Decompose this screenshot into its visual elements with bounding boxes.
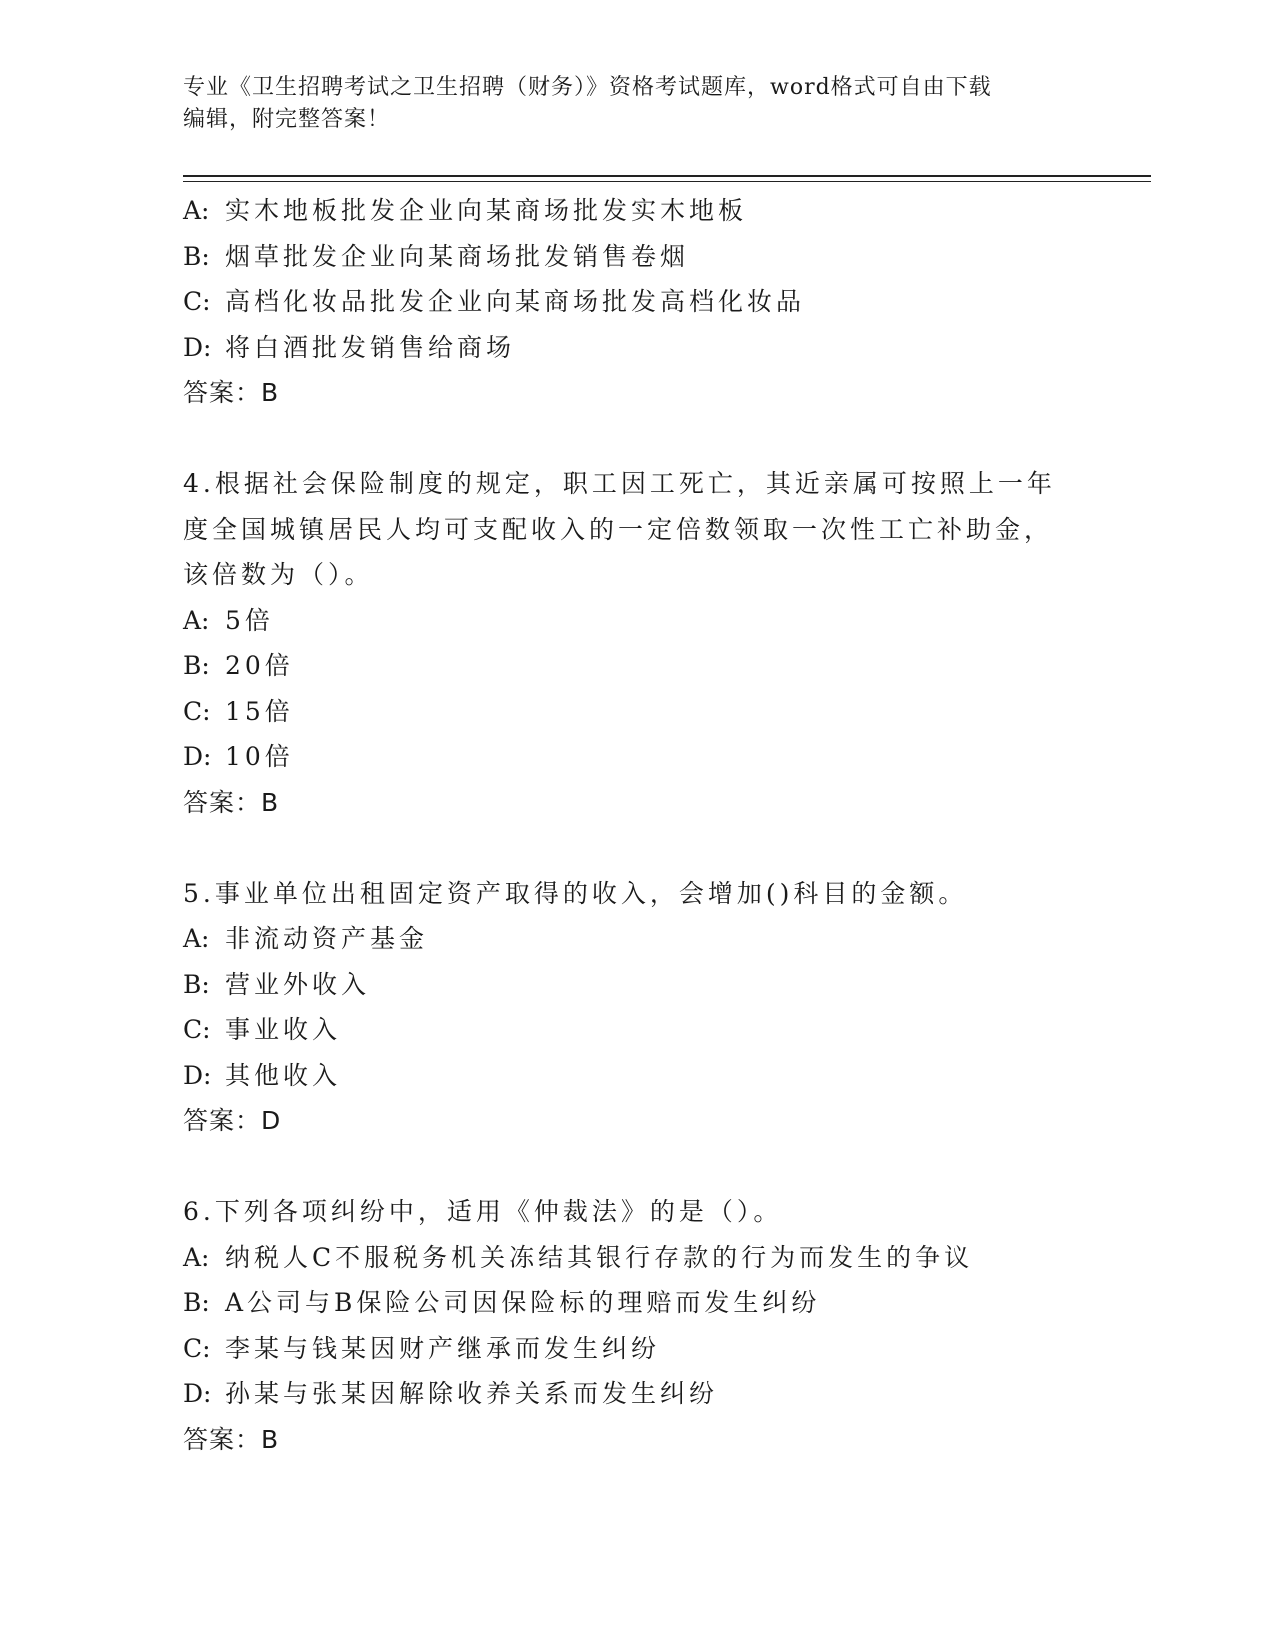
option-key: A: [183,1242,210,1272]
option-key: B: [183,651,210,680]
option-key: A: [183,196,210,225]
option-text: 实木地板批发企业向某商场批发实木地板 [225,196,748,225]
option-text: 其他收入 [225,1060,342,1090]
option-row [183,598,1063,644]
question-block [183,188,1063,416]
option-row [183,916,1063,962]
option-key: D: [183,742,212,771]
answer-line: 答案：B [183,787,280,817]
spacer [183,1144,1063,1190]
option-key: B: [183,969,210,999]
option-text: 5倍 [225,605,274,635]
option-text: 李某与钱某因财产继承而发生纠纷 [225,1333,661,1363]
option-row [183,734,1063,780]
option-key: D: [183,1379,212,1408]
option-key: D: [183,332,212,362]
option-key: C: [183,696,211,726]
option-row [183,279,1063,325]
option-row [183,1371,1063,1417]
option-row [183,1235,1063,1281]
option-row [183,1053,1063,1099]
question-text-line: 度全国城镇居民人均可支配收入的一定倍数领取一次性工亡补助金， [183,514,1054,544]
document-header [183,72,1073,136]
option-text: 纳税人C不服税务机关冻结其银行存款的行为而发生的争议 [225,1242,974,1272]
answer-line: 答案：B [183,378,280,407]
option-key: A: [183,924,210,953]
option-text: 烟草批发企业向某商场批发销售卷烟 [225,241,690,271]
option-key: B: [183,241,210,271]
option-text: A公司与B保险公司因保险标的理赔而发生纠纷 [225,1288,821,1317]
option-text: 非流动资产基金 [225,924,429,953]
option-row [183,188,1063,234]
option-key: C: [183,287,211,316]
option-key: B: [183,1288,210,1317]
option-text: 事业收入 [225,1015,342,1044]
option-row [183,689,1063,735]
answer-line: 答案：D [183,1106,282,1135]
option-key: A: [183,605,210,635]
header-line-1: 专业《卫生招聘考试之卫生招聘（财务）》资格考试题库，word格式可自由下载 [183,75,992,100]
option-text: 孙某与张某因解除收养关系而发生纠纷 [225,1379,719,1408]
question-text-line: 5.事业单位出租固定资产取得的收入，会增加()科目的金额。 [183,878,968,908]
question-block [183,461,1063,825]
question-block [183,1189,1063,1462]
option-row [183,1280,1063,1326]
option-row [183,962,1063,1008]
question-text-line: 该倍数为（）。 [183,560,374,589]
header-line-2: 编辑，附完整答案！ [183,107,391,132]
header-divider-thin [183,181,1151,182]
header-divider [183,175,1151,177]
option-key: C: [183,1333,211,1363]
question-block [183,871,1063,1144]
option-text: 营业外收入 [225,969,371,999]
option-row [183,643,1063,689]
option-row [183,234,1063,280]
option-text: 20倍 [225,651,294,680]
question-list [183,188,1063,1462]
option-row [183,1326,1063,1372]
spacer [183,825,1063,871]
question-text-line: 6.下列各项纠纷中，适用《仲裁法》的是（）。 [183,1197,783,1226]
option-row [183,1007,1063,1053]
option-text: 15倍 [225,696,294,726]
option-key: C: [183,1015,211,1044]
option-text: 10倍 [225,742,294,771]
question-text-line: 4.根据社会保险制度的规定，职工因工死亡，其近亲属可按照上一年 [183,469,1056,498]
option-text: 将白酒批发销售给商场 [225,332,516,362]
option-text: 高档化妆品批发企业向某商场批发高档化妆品 [225,287,806,316]
spacer [183,416,1063,462]
answer-line: 答案：B [183,1424,280,1454]
option-row [183,325,1063,371]
option-key: D: [183,1060,212,1090]
